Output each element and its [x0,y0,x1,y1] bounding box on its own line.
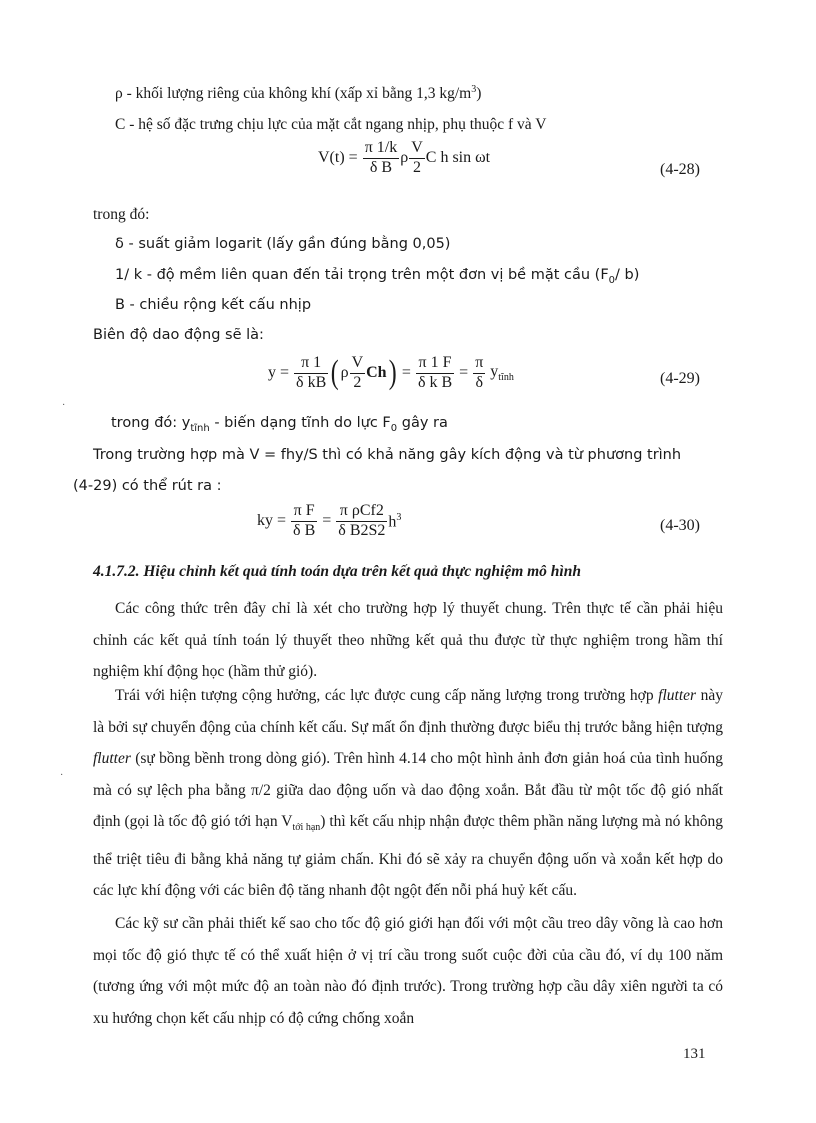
eq-fraction: $\frac{V}{2}$ [351,354,364,391]
scan-mark: · [62,400,66,411]
paragraph-3: Các kỹ sư cần phải thiết kế sao cho tốc độ gió giới hạn đối với một cầu treo dây võng là cao hơn mọi tốc độ gió thực tế có thể xuất hiện ở vị trí cầu trong suốt cuộc đời của cầu đó, ví dụ 100 năm (tương ứng với một mức độ an toàn nào đó định trước). Trong trường hợp cầu dây xiên người ta có xu hướng chọn kết cấu nhịp có độ cứng chống xoắn [93,915,723,1027]
eq-fraction: $\frac{\pi 1/k}{\text{δ B}}$ [364,139,398,176]
definition-rho: ρ - khối lượng riêng của không khí (xấp xỉ bằng 1,3 $kg/m^3$) [115,84,482,103]
eq-fraction: $\frac{\pi 1}{\text{δ kB}}$ [296,354,327,391]
eq-fraction: $\frac{\pi 1 F}{\text{δ k B}}$ [417,354,453,391]
eq-lhs: V(t) = [318,149,358,167]
eq-fraction: $\frac{\pi}{\delta}$ [475,354,484,391]
eq-equals: = [401,364,411,382]
eq-tail: C h sin ωt [425,149,491,167]
equation-label-4-28: (4-28) [660,161,700,178]
eq-lhs: y = [268,364,290,382]
section-heading: 4.1.7.2. Hiệu chỉnh kết quả tính toán dựa trên kết quả thực nghiệm mô hình [93,563,581,580]
amplitude-intro: Biên độ dao động sẽ là: [93,327,264,343]
eq-symbol: $y_{tĩnh}$ [490,363,514,384]
left-paren: ( [330,354,339,392]
eq-symbol: ρ [400,149,409,167]
condition-line-1: Trong trường hợp mà V = fhy/S thì có khả năng gây kích động và từ phương trình [93,447,682,463]
eq-fraction: $\frac{\text{π ρCf2}}{\text{δ B2S2}}$ [338,502,386,539]
where-intro: trong đó: [93,206,150,223]
definition-b: B - chiều rộng kết cấu nhịp [115,297,312,313]
eq-equals: = [322,512,332,530]
eq-fraction: $\frac{\text{π F}}{\text{δ B}}$ [293,502,316,539]
definition-ytinh: trong đó: $y_{tĩnh}$ - biến dạng tĩnh do lực $F_0$ gây ra [111,415,448,434]
eq-symbol: $h^3$ [388,511,402,530]
eq-equals: = [459,364,469,382]
eq-symbol: Ch [366,364,387,382]
definition-k: 1/ k - độ mềm liên quan đến tải trọng trên một đơn vị bề mặt cầu ($F_0/$ b) [115,267,640,286]
equation-label-4-30: (4-30) [660,517,700,534]
definition-c: C - hệ số đặc trưng chịu lực của mặt cắt ngang nhịp, phụ thuộc f và V [115,116,547,133]
paragraph-2: Trái với hiện tượng cộng hưởng, các lực được cung cấp năng lượng trong trường hợp flutter này là bởi sự chuyển động của chính kết cấu. Sự mất ổn định thường được biểu thị trước bằng hiện tượng flutter (sự bồng bềnh trong dòng gió). Trên hình 4.14 cho một hình ảnh đơn giản hoá của tình huống mà có sự lệch pha bằng π/2 giữa dao động uốn và dao động xoắn. Bắt đầu từ một tốc độ gió nhất định (gọi là tốc độ gió tới hạn $V_{tới hạn}$) thì kết cấu nhịp nhận được thêm phần năng lượng mà nó không thể triệt tiêu đi bằng khả năng tự giảm chấn. Khi đó sẽ xảy ra chuyển động uốn và xoắn kết hợp do các lực khí động với các biên độ tăng nhanh đột ngột đến nỗi phá huỷ kết cấu. [93,687,723,900]
definition-delta: δ - suất giảm logarit (lấy gần đúng bằng 0,05) [115,236,451,252]
page-number: 131 [683,1046,706,1062]
eq-fraction: $\frac{V}{2}$ [411,139,423,176]
paragraph-1: Các công thức trên đây chỉ là xét cho trường hợp lý thuyết chung. Trên thực tế cần phải hiệu chỉnh các kết quả tính toán lý thuyết theo những kết quả thu được từ thực nghiệm trong hầm thí nghiệm khí động học (hầm thử gió). [93,600,723,680]
eq-lhs: ky = [257,512,287,530]
equation-4-28 [318,140,490,177]
condition-line-2: (4-29) có thể rút ra : [73,478,222,494]
equation-4-30 [257,503,401,540]
scan-mark: · [60,770,64,781]
equation-4-29 [268,355,514,392]
eq-symbol: ρ [340,364,349,382]
equation-label-4-29: (4-29) [660,370,700,387]
right-paren: ) [388,354,397,392]
